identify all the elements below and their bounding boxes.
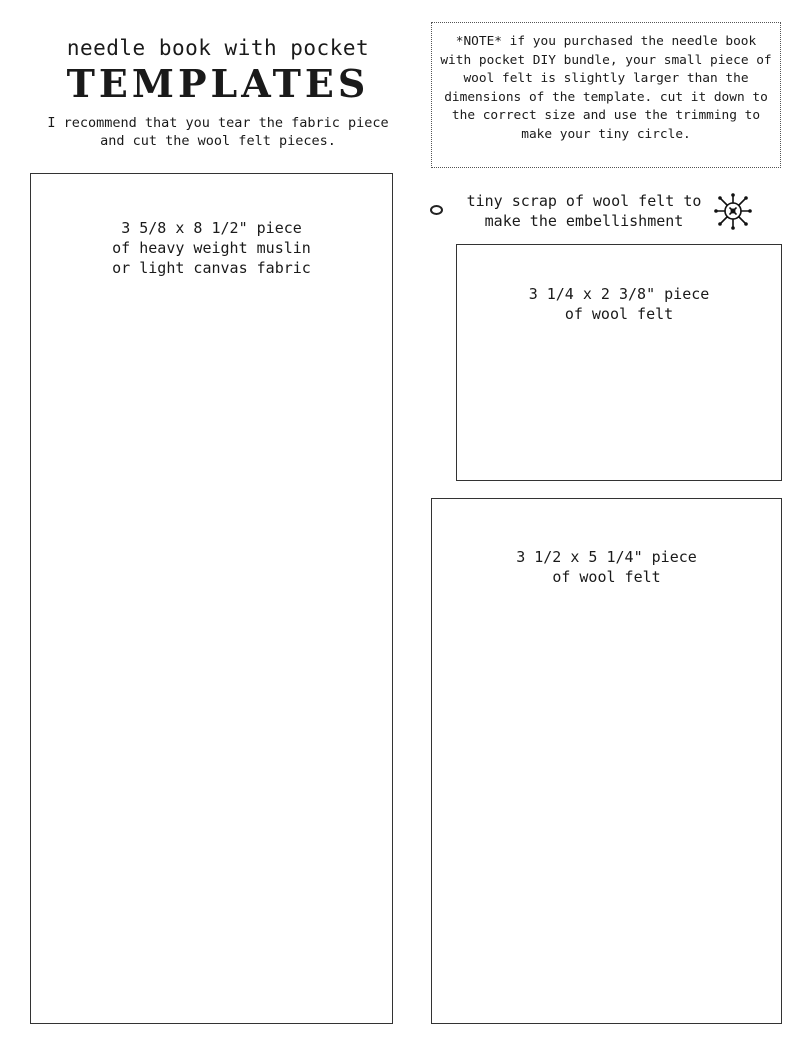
small-wool-felt-template — [456, 244, 782, 481]
large-felt-template-label: 3 1/2 x 5 1/4" piece of wool felt — [516, 548, 697, 586]
note-box — [431, 22, 781, 168]
muslin-template-label: 3 5/8 x 8 1/2" piece of heavy weight muslin or light canvas fabric — [112, 219, 311, 277]
scrap-instruction: tiny scrap of wool felt to make the embellishment — [466, 192, 702, 230]
title-block — [30, 34, 406, 150]
muslin-fabric-template — [30, 173, 393, 1024]
tiny-circle-template — [430, 205, 443, 215]
page-subtitle: needle book with pocket — [66, 36, 370, 60]
small-felt-template-label: 3 1/4 x 2 3/8" piece of wool felt — [528, 285, 710, 323]
embellishment-flower-icon — [712, 190, 754, 232]
large-wool-felt-template — [431, 498, 782, 1024]
page-title: TEMPLATES — [66, 61, 370, 106]
note-text: *NOTE* if you purchased the needle book with pocket DIY bundle, your small piece of wool felt is slightly larger than the dimensions of the template. cut it down to the correct size and use the trimming to make your tiny circle. — [440, 34, 772, 142]
recommendation-text: I recommend that you tear the fabric piece and cut the wool felt pieces. — [47, 115, 389, 149]
